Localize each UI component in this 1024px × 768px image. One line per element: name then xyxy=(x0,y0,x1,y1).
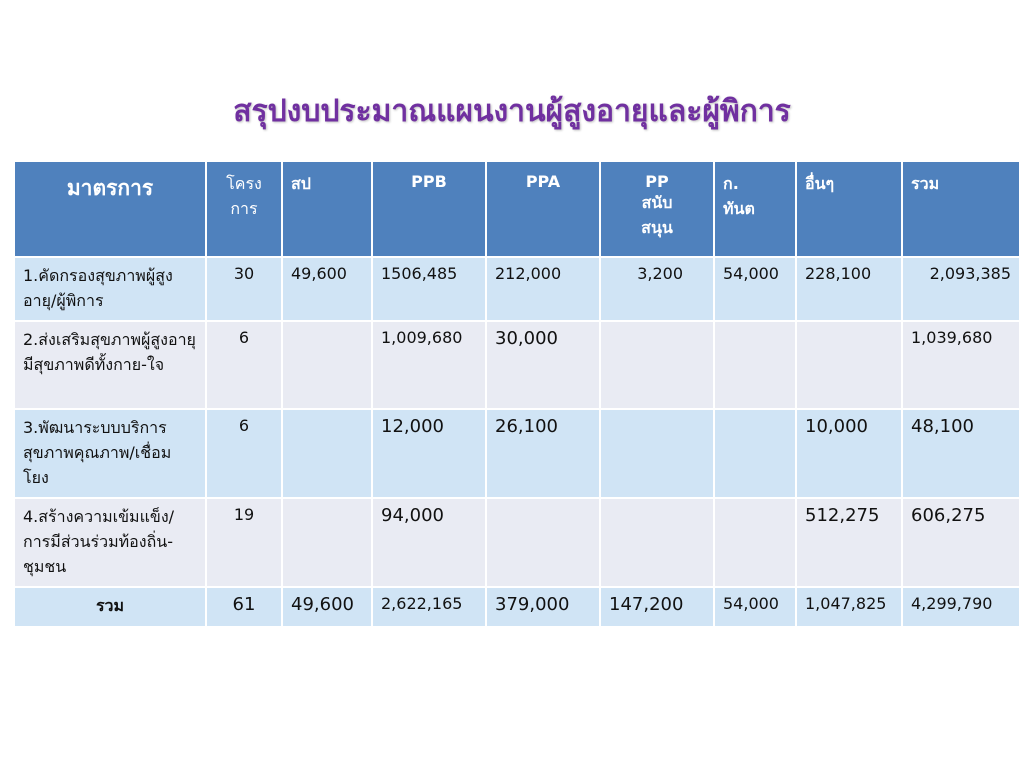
other-cell: 228,100 xyxy=(796,257,902,321)
ppb-cell: 1,009,680 xyxy=(372,321,486,409)
measure-cell: 1.คัดกรองสุขภาพผู้สูงอายุ/ผู้พิการ xyxy=(14,257,206,321)
fund-cell: 54,000 xyxy=(714,587,796,627)
total-cell: 48,100 xyxy=(902,409,1020,498)
other-cell xyxy=(796,321,902,409)
projects-cell: 61 xyxy=(206,587,282,627)
budget-table xyxy=(13,160,1021,628)
ppa-cell: 30,000 xyxy=(486,321,600,409)
ppb-cell: 94,000 xyxy=(372,498,486,587)
ppa-cell xyxy=(486,498,600,587)
total-row xyxy=(14,587,1020,627)
column-header-ppa: PPA xyxy=(486,161,600,257)
column-header-other: อื่นๆ xyxy=(796,161,902,257)
column-header-pp-support: PP สนับ สนุน xyxy=(600,161,714,257)
total-cell: 4,299,790 xyxy=(902,587,1020,627)
page-title: สรุปงบประมาณแผนงานผู้สูงอายุและผู้พิการ xyxy=(233,94,791,129)
ppa-cell: 26,100 xyxy=(486,409,600,498)
total-cell: 2,093,385 xyxy=(902,257,1020,321)
projects-cell: 19 xyxy=(206,498,282,587)
header-row xyxy=(14,161,1020,257)
fund-cell xyxy=(714,321,796,409)
sp-cell xyxy=(282,498,372,587)
fund-cell: 54,000 xyxy=(714,257,796,321)
other-cell: 1,047,825 xyxy=(796,587,902,627)
sp-cell: 49,600 xyxy=(282,257,372,321)
projects-cell: 6 xyxy=(206,321,282,409)
table-row xyxy=(14,498,1020,587)
sp-cell xyxy=(282,321,372,409)
table-row xyxy=(14,409,1020,498)
sp-cell: 49,600 xyxy=(282,587,372,627)
ppa-cell: 379,000 xyxy=(486,587,600,627)
measure-cell: 4.สร้างความเข้มแข็ง/การมีส่วนร่วมท้องถิ่น-ชุมชน xyxy=(14,498,206,587)
column-header-sp: สป xyxy=(282,161,372,257)
table-row xyxy=(14,321,1020,409)
column-header-total: รวม xyxy=(902,161,1020,257)
projects-cell: 6 xyxy=(206,409,282,498)
column-header-projects: โครง การ xyxy=(206,161,282,257)
fund-cell xyxy=(714,498,796,587)
ppa-cell: 212,000 xyxy=(486,257,600,321)
total-label: รวม xyxy=(14,587,206,627)
column-header-measure: มาตรการ xyxy=(14,161,206,257)
pp-support-cell: 3,200 xyxy=(600,257,714,321)
measure-cell: 2.ส่งเสริมสุขภาพผู้สูงอายุมีสุขภาพดีทั้งกาย-ใจ xyxy=(14,321,206,409)
sp-cell xyxy=(282,409,372,498)
fund-cell xyxy=(714,409,796,498)
pp-support-cell xyxy=(600,409,714,498)
ppb-cell: 2,622,165 xyxy=(372,587,486,627)
ppb-cell: 12,000 xyxy=(372,409,486,498)
other-cell: 10,000 xyxy=(796,409,902,498)
measure-cell: 3.พัฒนาระบบบริการสุขภาพคุณภาพ/เชื่อมโยง xyxy=(14,409,206,498)
column-header-ppb: PPB xyxy=(372,161,486,257)
total-cell: 1,039,680 xyxy=(902,321,1020,409)
column-header-fund: ก. ทันต xyxy=(714,161,796,257)
projects-cell: 30 xyxy=(206,257,282,321)
table-row xyxy=(14,257,1020,321)
pp-support-cell xyxy=(600,498,714,587)
total-cell: 606,275 xyxy=(902,498,1020,587)
ppb-cell: 1506,485 xyxy=(372,257,486,321)
pp-support-cell: 147,200 xyxy=(600,587,714,627)
other-cell: 512,275 xyxy=(796,498,902,587)
pp-support-cell xyxy=(600,321,714,409)
